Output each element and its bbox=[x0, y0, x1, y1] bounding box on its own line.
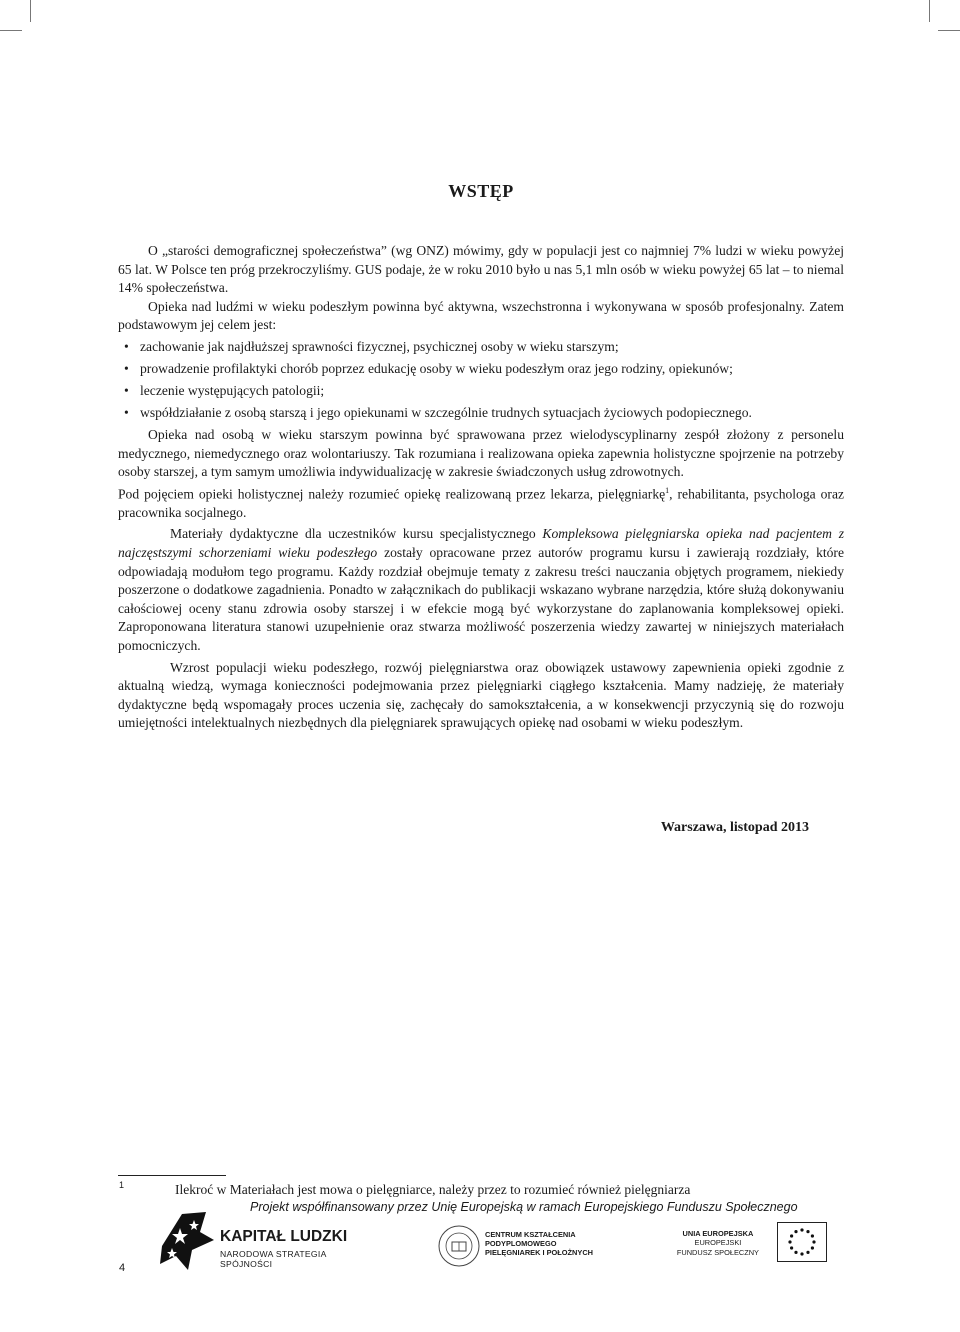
ckppip-name: CENTRUM KSZTAŁCENIA PODYPLOMOWEGO PIELĘGNIAREK I POŁOŻNYCH bbox=[485, 1230, 593, 1257]
kapital-ludzki-stars-icon bbox=[158, 1210, 216, 1272]
footnote-number: 1 bbox=[119, 1180, 125, 1190]
paragraph-5: Materiały dydaktyczne dla uczestników kursu specjalistycznego Kompleksowa pielęgniarska opieka nad pacjentem z najczęstszymi schorzeniami wieku podeszłego zostały opracowane przez autorów programu kursu i zawierają rozdziały, które odpowiadają modułom tego programu. Każdy rozdział obejmuje tematy z zakresu treści nauczania objętych programem, niekiedy poszerzone o dodatkowe zagadnienia. Ponadto w załącznikach do publikacji wskazano wybrane narzędzia, które służą dokonywaniu całościowej oceny stanu zdrowia osoby starszej i w efekcie mogą być wykorzystane do zaplanowania kompleksowej opieki. Zaproponowana literatura stanowi uzupełnienie oraz stwarza możliwość poszerzenia wiedzy zawartej w niniejszych materiałach pomocniczych. bbox=[118, 526, 845, 653]
crop-mark bbox=[30, 0, 31, 22]
paragraph-1: O „starości demograficznej społeczeństwa” (wg ONZ) mówimy, gdy w populacji jest co najmniej 7% ludzi w wieku powyżej 65 lat. W Polsce ten próg przekroczyliśmy. GUS podaje, że w roku 2010 było u nas 5,1 mln osób w wieku powyżej 65 lat – to niemal 14% społeczeństwa. bbox=[118, 243, 844, 296]
eu-logo bbox=[675, 1220, 835, 1268]
crop-mark bbox=[0, 30, 22, 31]
page-number: 4 bbox=[119, 1262, 126, 1274]
kapital-ludzki-logo bbox=[158, 1210, 368, 1272]
course-title: Kompleksowa pielęgniarska opieka nad pacjentem z najczęstszymi schorzeniami wieku podeszłego bbox=[118, 526, 845, 560]
list-item: • leczenie występujących patologii; bbox=[118, 382, 844, 401]
kapital-ludzki-subtitle: NARODOWA STRATEGIA SPÓJNOŚCI bbox=[220, 1249, 327, 1269]
bullet-icon: • bbox=[124, 404, 129, 420]
ckppip-emblem-icon bbox=[437, 1224, 481, 1268]
footnote-ref: 1 bbox=[665, 485, 670, 495]
paragraph-4: Pod pojęciem opieki holistycznej należy rozumieć opiekę realizowaną przez lekarza, pielęgniarkę$^1$, rehabilitanta, psychologa oraz pracownika socjalnego. bbox=[118, 485, 845, 520]
footnote-separator bbox=[118, 1175, 226, 1176]
list-item: • prowadzenie profilaktyki chorób poprzez edukację osoby w wieku podeszłym oraz jego rodziny, opiekunów; bbox=[118, 360, 844, 379]
bullet-icon: • bbox=[124, 360, 129, 376]
signature-place-date: Warszawa, listopad 2013 bbox=[660, 820, 809, 835]
crop-mark bbox=[938, 30, 960, 31]
crop-mark bbox=[929, 0, 930, 22]
bullet-icon: • bbox=[124, 382, 129, 398]
bullet-icon: • bbox=[124, 338, 129, 354]
paragraph-6: Wzrost populacji wieku podeszłego, rozwój pielęgniarstwa oraz obowiązek ustawowy zapewnienia opieki zgodnie z aktualną wiedzą, wymaga konieczności podejmowania przez pielęgniarki ciągłego kształcenia. Mamy nadzieję, że materiały dydaktyczne będą wspomagały proces uczenia się, zachęcały do samokształcenia, a w konsekwencji przyczynią się do rozwoju umiejętności intelektualnych niezbędnych dla pielęgniarek sprawujących opiekę nad osobami w wieku podeszłym. bbox=[118, 659, 844, 731]
footnote-text: Ilekroć w Materiałach jest mowa o pielęgniarce, należy przez to rozumieć również pielęgniarza bbox=[175, 1182, 691, 1197]
page-title: WSTĘP bbox=[448, 181, 514, 201]
ckppip-logo bbox=[437, 1222, 607, 1270]
project-funding-note: Projekt współfinansowany przez Unię Europejską w ramach Europejskiego Funduszu Społecznego bbox=[250, 1200, 798, 1214]
paragraph-3: Opieka nad osobą w wieku starszym powinna być sprawowana przez wielodyscyplinarny zespół złożony z personelu medycznego, niemedycznego oraz wolontariuszy. Tak rozumiana i realizowana opieka zapewnia holistyczne spojrzenie na potrzeby osoby starszej, a tym samym umożliwia indywidualizację w zakresie świadczonych usług zdrowotnych. bbox=[118, 426, 844, 480]
body-text bbox=[118, 242, 844, 733]
eu-flag-icon bbox=[777, 1222, 827, 1262]
eu-stars-icon bbox=[778, 1223, 826, 1261]
list-item: • współdziałanie z osobą starszą i jego opiekunami w szczególnie trudnych sytuacjach życiowych podopiecznego. bbox=[118, 404, 844, 423]
kapital-ludzki-title: KAPITAŁ LUDZKI bbox=[220, 1228, 348, 1245]
eu-name: UNIA EUROPEJSKA EUROPEJSKI FUNDUSZ SPOŁECZNY bbox=[676, 1229, 759, 1257]
paragraph-2: Opieka nad ludźmi w wieku podeszłym powinna być aktywna, wszechstronna i wykonywana w sposób profesjonalny. Zatem podstawowym jej celem jest: bbox=[118, 298, 844, 333]
list-item: • zachowanie jak najdłuższej sprawności fizycznej, psychicznej osoby w wieku starszym; bbox=[118, 338, 844, 357]
goals-list bbox=[118, 338, 844, 423]
